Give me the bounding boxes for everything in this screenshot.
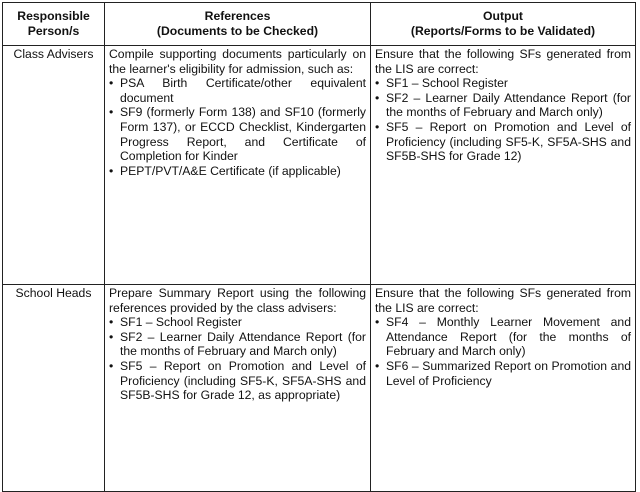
bullet-icon: • bbox=[375, 90, 380, 105]
references-cell bbox=[105, 285, 371, 492]
bullet-icon: • bbox=[109, 105, 114, 120]
references-intro: Compile supporting documents particularly on the learner's eligibility for admission, such as: bbox=[109, 47, 366, 76]
list-item: • SF1 – School Register bbox=[375, 76, 508, 91]
references-cell bbox=[105, 46, 371, 285]
header-row bbox=[3, 3, 636, 46]
output-intro: Ensure that the following SFs generated from the LIS are correct: bbox=[375, 286, 631, 315]
bullet-icon: • bbox=[375, 315, 380, 330]
list-item: • PEPT/PVT/A&E Certificate (if applicable) bbox=[109, 163, 341, 178]
bullet-icon: • bbox=[109, 163, 114, 178]
bullet-icon: • bbox=[109, 315, 114, 330]
list-item: • SF5 – Report on Promotion and Level of Proficiency (including SF5-K, SF5A-SHS and SF5B-SHS for Grade 12) bbox=[375, 119, 631, 164]
list-item: • SF1 – School Register bbox=[109, 315, 242, 330]
output-cell bbox=[371, 285, 636, 492]
references-list bbox=[109, 315, 366, 403]
output-list bbox=[375, 76, 631, 164]
list-item: • SF2 – Learner Daily Attendance Report (for the months of February and March only) bbox=[109, 329, 366, 359]
bullet-icon: • bbox=[375, 119, 380, 134]
list-item: • SF5 – Report on Promotion and Level of Proficiency (including SF5-K, SF5A-SHS and SF5B-SHS for Grade 12, as appropriate) bbox=[109, 358, 366, 403]
output-intro: Ensure that the following SFs generated from the LIS are correct: bbox=[375, 47, 631, 76]
bullet-icon: • bbox=[375, 76, 380, 91]
output-list bbox=[375, 315, 631, 388]
list-item: • SF9 (formerly Form 138) and SF10 (formerly Form 137), or ECCD Checklist, Kindergarten Progress Report, and Certificate of Completion for Kinder bbox=[109, 105, 366, 164]
table-row bbox=[3, 46, 636, 285]
table-row bbox=[3, 285, 636, 492]
output-cell bbox=[371, 46, 636, 285]
references-intro: Prepare Summary Report using the following references provided by the class advisers: bbox=[109, 286, 366, 315]
role-cell: Class Advisers bbox=[3, 46, 105, 285]
header-responsible: Responsible Person/s bbox=[3, 3, 105, 46]
list-item: • PSA Birth Certificate/other equivalent document bbox=[109, 76, 366, 105]
role-cell: School Heads bbox=[3, 285, 105, 492]
references-list bbox=[109, 76, 366, 178]
list-item: • SF6 – Summarized Report on Promotion and Level of Proficiency bbox=[375, 358, 631, 388]
bullet-icon: • bbox=[109, 329, 114, 344]
header-output: Output (Reports/Forms to be Validated) bbox=[371, 3, 636, 46]
bullet-icon: • bbox=[109, 358, 114, 373]
header-references: References (Documents to be Checked) bbox=[105, 3, 371, 46]
list-item: • SF2 – Learner Daily Attendance Report (for the months of February and March only) bbox=[375, 90, 631, 120]
bullet-icon: • bbox=[375, 358, 380, 373]
bullet-icon: • bbox=[109, 76, 114, 91]
responsibility-table bbox=[2, 2, 636, 492]
list-item: • SF4 – Monthly Learner Movement and Attendance Report (for the months of February and March only) bbox=[375, 315, 631, 359]
